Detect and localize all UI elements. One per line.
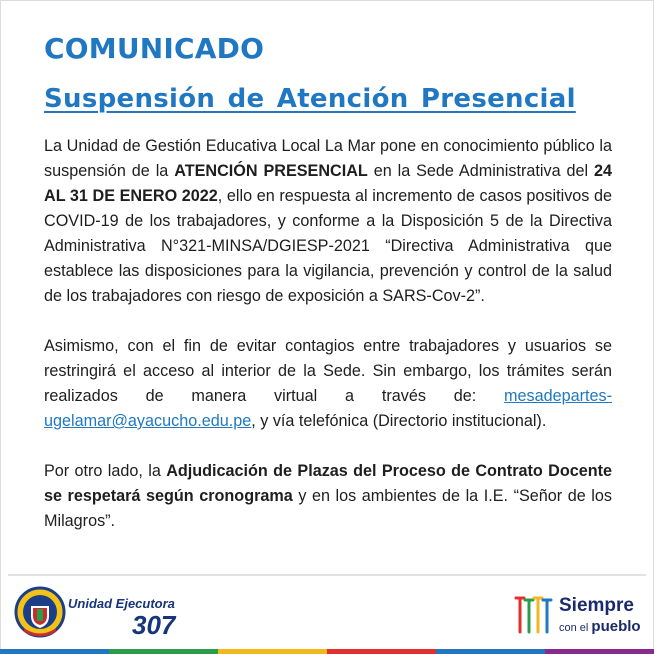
paragraph-1-text-c: , ello en respuesta al incremento de casos positivos de COVID-19 de los trabajadores, y conforme a la Disposición 5 de la Directiva Administrativa N°321-MINSA/DGIESP-2021 “Directiva Administrativa que establece las disposiciones para la vigilancia, prevención y control de la salud de los trabajadores con riesgo de exposición a SARS-Cov-2”. (44, 187, 613, 305)
stripe-segment (218, 649, 327, 654)
siempre-con-el-pueblo-logo-icon (512, 592, 556, 638)
paragraph-1-bold-dates: 24 AL 31 DE ENERO 2022 (44, 162, 612, 205)
stripe-segment (109, 649, 218, 654)
paragraph-3-bold: Adjudicación de Plazas del Proceso de Contrato Docente se respetará según cronograma (44, 462, 612, 505)
paragraph-1-text-b: en la Sede Administrativa del (367, 162, 594, 180)
paragraph-1 (44, 134, 612, 309)
paragraph-3-text-a: Por otro lado, la (44, 462, 167, 480)
slogan-prefix: con el (559, 622, 589, 634)
stripe-segment (545, 649, 654, 654)
page-title: COMUNICADO (44, 32, 265, 65)
stripe-segment (436, 649, 545, 654)
paragraph-2 (44, 334, 612, 434)
stripe-segment (0, 649, 109, 654)
paragraph-3 (44, 459, 612, 534)
paragraph-2-text-a: Asimismo, con el fin de evitar contagios entre trabajadores y usuarios se restringirá el acceso al interior de la Sede. Sin embargo, los trámites serán realizados de manera virtual a través de: (44, 337, 612, 405)
paragraph-1-bold-a: ATENCIÓN PRESENCIAL (174, 162, 368, 180)
footer-divider (8, 574, 646, 576)
unit-label: Unidad Ejecutora (68, 596, 175, 611)
paragraph-3-text-b: y en los ambientes de la I.E. “Señor de los Milagros”. (44, 487, 612, 530)
paragraph-2-text-b: , y vía telefónica (Directorio institucional). (251, 412, 547, 430)
unit-number: 307 (132, 610, 176, 640)
footer (0, 574, 654, 654)
paragraph-1-text-a: La Unidad de Gestión Educativa Local La Mar pone en conocimiento público la suspensión de la (44, 137, 612, 180)
slogan-sub (559, 618, 641, 635)
stripe-segment (327, 649, 436, 654)
color-stripe (0, 649, 654, 654)
announcement-body (44, 134, 612, 559)
email-link[interactable]: mesadepartes-ugelamar@ayacucho.edu.pe (44, 387, 612, 430)
slogan-main: Siempre (559, 595, 634, 616)
slogan-bold: pueblo (591, 618, 641, 635)
page-subtitle: Suspensión de Atención Presencial (44, 84, 576, 114)
regional-emblem-icon (14, 584, 66, 642)
